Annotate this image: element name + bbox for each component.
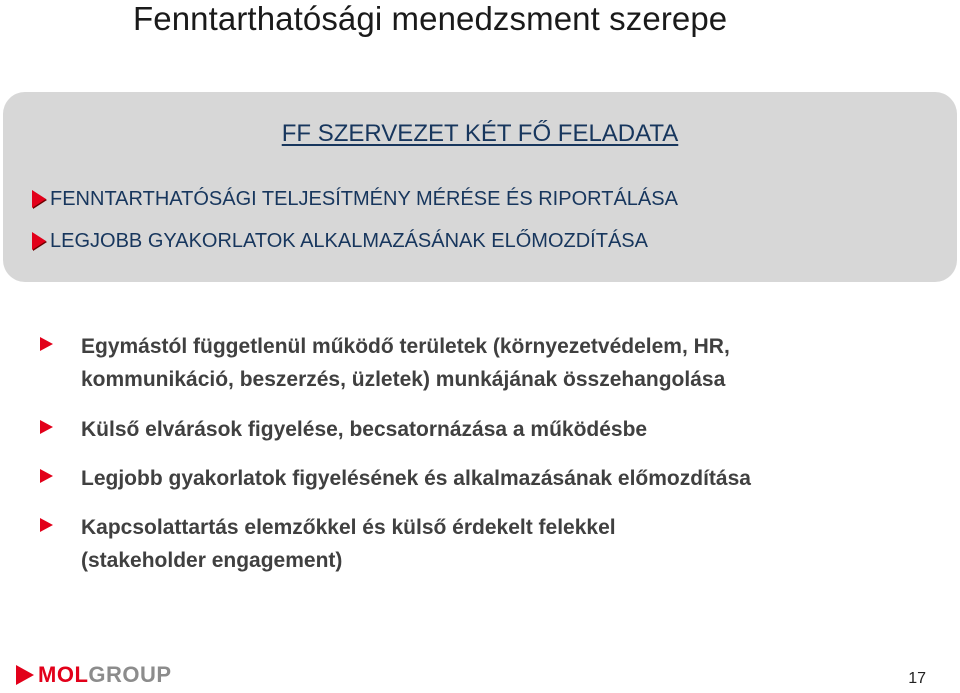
bullet-text-line: Egymástól függetlenül működő területek (környezetvédelem, HR,: [81, 335, 730, 358]
task-label: LEGJOBB GYAKORLATOK ALKALMAZÁSÁNAK ELŐMOZDÍTÁSA: [50, 229, 648, 252]
slide-title: Fenntarthatósági menedzsment szerepe: [133, 0, 728, 37]
logo-group-text: GROUP: [88, 662, 172, 687]
bullet-item: [40, 330, 920, 396]
task-item: [32, 229, 648, 253]
bullet-text-line: Külső elvárások figyelése, becsatornázása a működésbe: [81, 418, 648, 441]
bullet-text-line: kommunikáció, beszerzés, üzletek) munkájának összehangolása: [81, 368, 726, 391]
bullet-text-line: (stakeholder engagement): [81, 549, 343, 572]
bullet-text-line: Legjobb gyakorlatok figyelésének és alkalmazásának előmozdítása: [81, 467, 751, 490]
bullet-item: [40, 462, 920, 495]
task-label: FENNTARTHATÓSÁGI TELJESÍTMÉNY MÉRÉSE ÉS RIPORTÁLÁSA: [50, 187, 678, 210]
bullet-triangle-icon: [40, 337, 53, 351]
bullet-text-line: Kapcsolattartás elemzőkkel és külső érdekelt felekkel: [81, 516, 616, 539]
bullet-item: [40, 511, 920, 577]
mol-group-logo: [16, 661, 172, 689]
bullet-triangle-icon: [40, 469, 53, 483]
red-arrow-icon: [32, 232, 46, 250]
task-item: [32, 187, 678, 211]
mol-arrow-icon: [16, 665, 34, 685]
logo-mol-text: MOL: [38, 662, 89, 687]
bullet-item: [40, 413, 920, 446]
bullet-triangle-icon: [40, 420, 53, 434]
tasks-heading: FF SZERVEZET KÉT FŐ FELADATA: [281, 120, 679, 147]
red-arrow-icon: [32, 190, 46, 208]
bullet-triangle-icon: [40, 518, 53, 532]
page-number: 17: [908, 670, 926, 687]
